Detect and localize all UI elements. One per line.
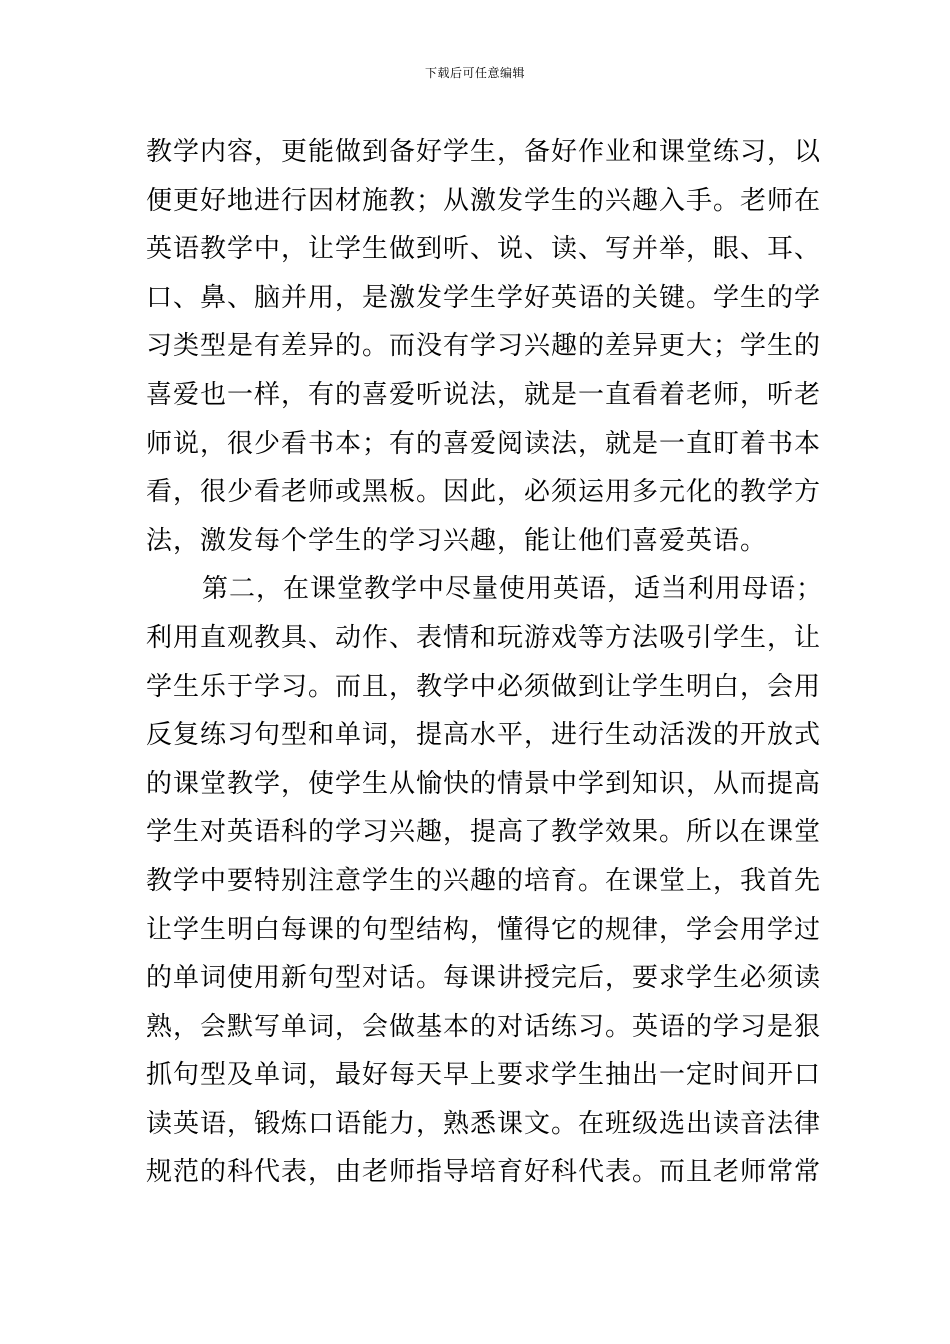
text-line: 的课堂教学，使学生从愉快的情景中学到知识，从而提高 [146, 768, 822, 799]
text-line: 法，激发每个学生的学习兴趣，能让他们喜爱英语。 [146, 525, 768, 556]
text-line: 反复练习句型和单词，提高水平，进行生动活泼的开放式 [146, 720, 822, 751]
text-line: 的单词使用新句型对话。每课讲授完后，要求学生必须读 [146, 963, 822, 994]
body-text [146, 128, 824, 1197]
text-line: 让学生明白每课的句型结构，懂得它的规律，学会用学过 [146, 914, 822, 945]
text-line: 读英语，锻炼口语能力，熟悉课文。在班级选出读音法律 [146, 1108, 822, 1139]
text-line: 看，很少看老师或黑板。因此，必须运用多元化的教学方 [146, 477, 822, 508]
text-line: 口、鼻、脑并用，是激发学生学好英语的关键。学生的学 [146, 282, 822, 313]
text-line: 习类型是有差异的。而没有学习兴趣的差异更大；学生的 [146, 331, 822, 362]
page-header: 下载后可任意编辑 [424, 66, 525, 80]
text-line: 规范的科代表，由老师指导培育好科代表。而且老师常常 [146, 1157, 822, 1188]
text-line: 学生对英语科的学习兴趣，提高了教学效果。所以在课堂 [146, 817, 822, 848]
paragraph-start-line: 第二，在课堂教学中尽量使用英语，适当利用母语； [202, 574, 824, 605]
text-line: 抓句型及单词，最好每天早上要求学生抽出一定时间开口 [146, 1060, 822, 1091]
text-line: 利用直观教具、动作、表情和玩游戏等方法吸引学生，让 [146, 622, 822, 653]
text-line: 便更好地进行因材施教；从激发学生的兴趣入手。老师在 [146, 185, 822, 216]
text-line: 学生乐于学习。而且，教学中必须做到让学生明白，会用 [146, 671, 822, 702]
text-line: 英语教学中，让学生做到听、说、读、写并举，眼、耳、 [146, 234, 822, 265]
text-line: 熟，会默写单词，会做基本的对话练习。英语的学习是狠 [146, 1011, 822, 1042]
text-line: 师说，很少看书本；有的喜爱阅读法，就是一直盯着书本 [146, 428, 822, 459]
text-line: 教学中要特别注意学生的兴趣的培育。在课堂上，我首先 [146, 865, 822, 896]
text-line: 教学内容，更能做到备好学生，备好作业和课堂练习，以 [146, 137, 822, 167]
text-line: 喜爱也一样，有的喜爱听说法，就是一直看着老师，听老 [146, 379, 822, 410]
